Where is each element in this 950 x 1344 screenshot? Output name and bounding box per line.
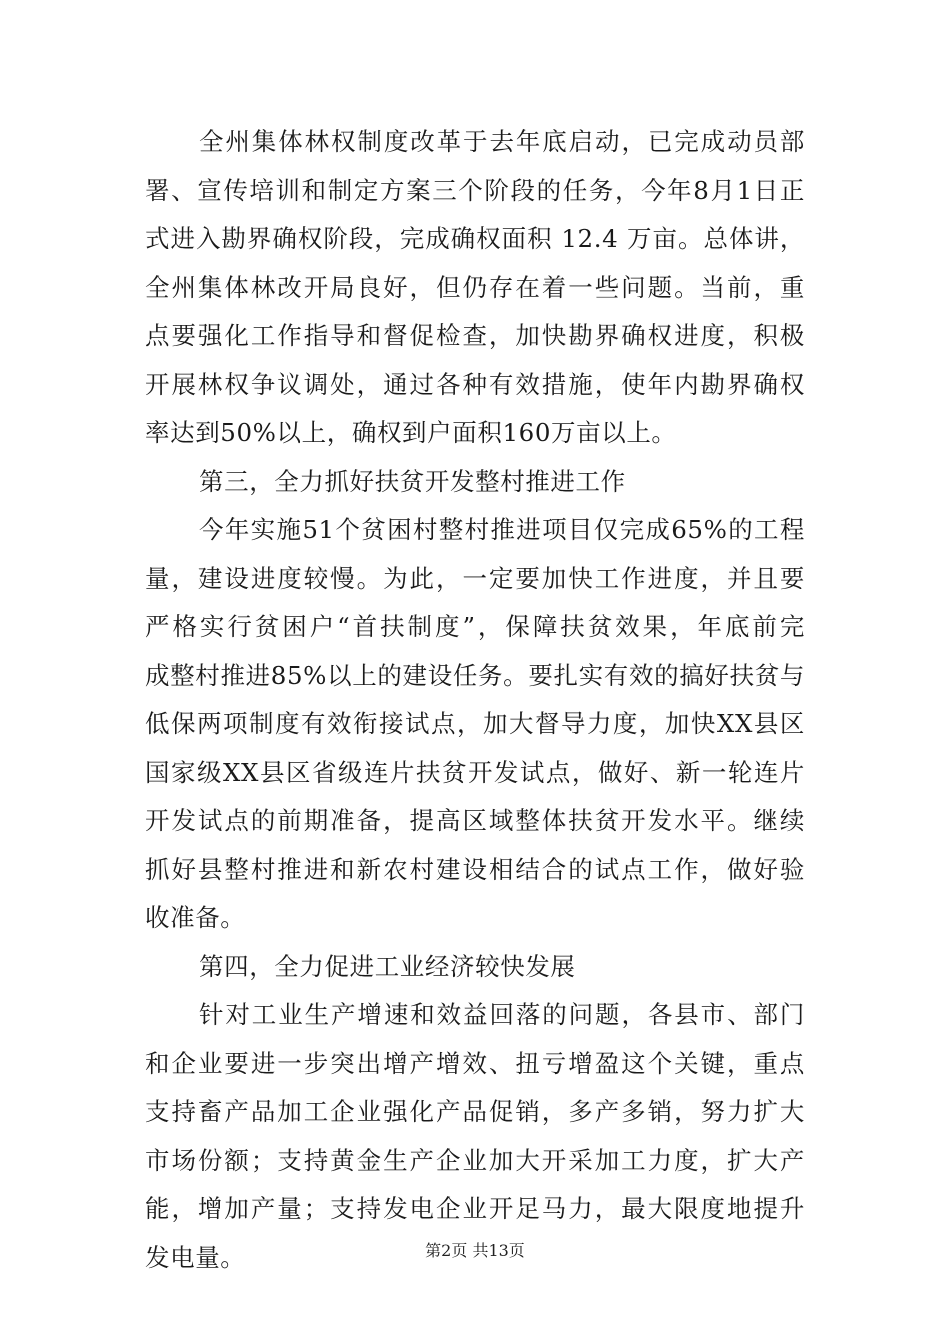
text-line: 和企业要进一步突出增产增效、扭亏增盈这个关键，重点 [145, 1048, 805, 1078]
text-line: 第四，全力促进工业经济较快发展 [199, 951, 576, 981]
text-line: 国家级XX县区省级连片扶贫开发试点，做好、新一轮连片 [145, 757, 805, 787]
text-line: 式进入勘界确权阶段，完成确权面积 12.4 万亩。总体讲， [145, 224, 805, 253]
text-line: 今年实施51个贫困村整村推进项目仅完成65%的工程 [199, 515, 805, 544]
text-line: 严格实行贫困户“首扶制度”，保障扶贫效果，年底前完 [145, 612, 805, 641]
text-line: 第三，全力抓好扶贫开发整村推进工作 [199, 466, 626, 496]
document-body [145, 118, 805, 1282]
text-line: 点要强化工作指导和督促检查，加快勘界确权进度，积极 [145, 321, 805, 350]
text-line: 开发试点的前期准备，提高区域整体扶贫开发水平。继续 [145, 806, 805, 835]
text-line: 能，增加产量；支持发电企业开足马力，最大限度地提升 [145, 1194, 805, 1223]
text-line: 开展林权争议调处，通过各种有效措施，使年内勘界确权 [145, 369, 805, 399]
text-line: 量，建设进度较慢。为此，一定要加快工作进度，并且要 [145, 563, 805, 593]
text-line: 署、宣传培训和制定方案三个阶段的任务，今年8月1日正 [145, 175, 805, 205]
text-line: 率达到50%以上，确权到户面积160万亩以上。 [145, 418, 677, 447]
text-line: 针对工业生产增速和效益回落的问题，各县市、部门 [199, 1000, 805, 1029]
text-line: 全州集体林改开局良好，但仍存在着一些问题。当前，重 [145, 272, 805, 302]
text-line: 低保两项制度有效衔接试点，加大督导力度，加快XX县区 [145, 709, 805, 738]
text-line: 抓好县整村推进和新农村建设相结合的试点工作，做好验 [145, 854, 805, 884]
text-line: 收准备。 [145, 903, 246, 932]
text-line: 发电量。 [145, 1242, 246, 1272]
text-line: 全州集体林权制度改革于去年底启动，已完成动员部 [199, 127, 805, 156]
page-footer: 第2页 共13页 [425, 1241, 525, 1260]
text-line: 成整村推进85%以上的建设任务。要扎实有效的搞好扶贫与 [145, 660, 805, 690]
text-line: 支持畜产品加工企业强化产品促销，多产多销，努力扩大 [145, 1097, 805, 1126]
text-line: 市场份额；支持黄金生产企业加大开采加工力度，扩大产 [145, 1145, 805, 1175]
